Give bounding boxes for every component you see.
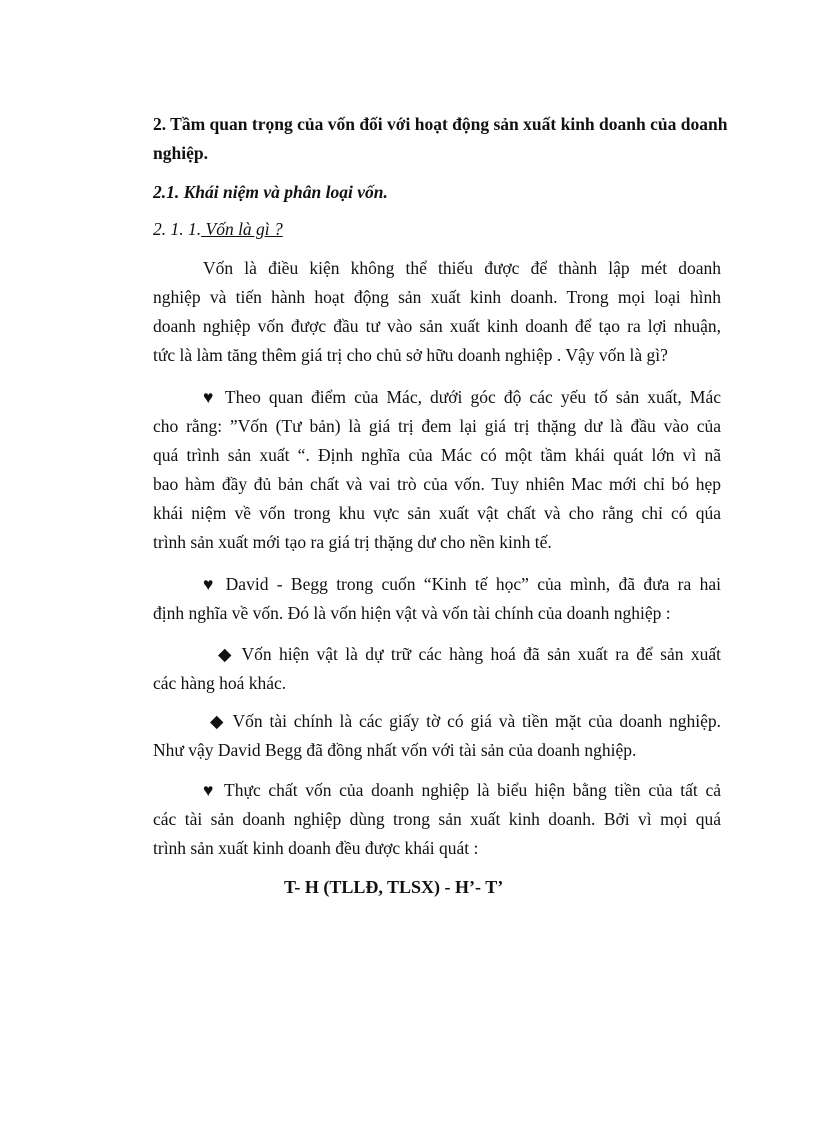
paragraph-5-line-1: ◆ Vốn tài chính là các giấy tờ có giá và tiền mặt của doanh nghiệp. bbox=[210, 711, 721, 731]
section-heading-line-1: 2. Tầm quan trọng của vốn đối với hoạt động sản xuất kinh doanh của doanh bbox=[153, 114, 728, 134]
paragraph-2-line-1: ♥ Theo quan điểm của Mác, dưới góc độ các yếu tố sản xuất, Mác bbox=[203, 387, 721, 407]
paragraph-2-line-4: bao hàm đầy đủ bản chất và vai trò của vốn. Tuy nhiên Mac mới chỉ bó hẹp bbox=[153, 474, 721, 494]
paragraph-1-line-1: Vốn là điều kiện không thể thiếu được để thành lập mét doanh bbox=[203, 258, 721, 278]
paragraph-3-line-2: định nghĩa về vốn. Đó là vốn hiện vật và vốn tài chính của doanh nghiệp : bbox=[153, 603, 671, 623]
subsection-heading: 2.1. Khái niệm và phân loại vốn. bbox=[153, 182, 388, 202]
paragraph-1-line-4: tức là làm tăng thêm giá trị cho chủ sở hữu doanh nghiệp . Vậy vốn là gì? bbox=[153, 345, 668, 365]
paragraph-5-line-2: Như vậy David Begg đã đồng nhất vốn với tài sản của doanh nghiệp. bbox=[153, 740, 637, 760]
section-heading-line-2: nghiệp. bbox=[153, 143, 208, 163]
paragraph-4-line-1: ◆ Vốn hiện vật là dự trữ các hàng hoá đã sản xuất ra để sản xuất bbox=[218, 644, 721, 664]
paragraph-2-line-5: khái niệm về vốn trong khu vực sản xuất vật chất và cho rằng chỉ có qúa bbox=[153, 503, 721, 523]
paragraph-3-line-1: ♥ David - Begg trong cuốn “Kinh tế học” của mình, đã đưa ra hai bbox=[203, 574, 721, 594]
paragraph-2-line-6: trình sản xuất mới tạo ra giá trị thặng dư cho nền kinh tế. bbox=[153, 532, 552, 552]
sub-subsection-title: Vốn là gì ? bbox=[201, 219, 283, 239]
paragraph-1-line-3: doanh nghiệp vốn được đầu tư vào sản xuất kinh doanh để tạo ra lợi nhuận, bbox=[153, 316, 721, 336]
paragraph-2-line-3: quá trình sản xuất “. Định nghĩa của Mác có một tầm khái quát lớn vì nã bbox=[153, 445, 721, 465]
paragraph-4-line-2: các hàng hoá khác. bbox=[153, 673, 287, 693]
sub-subsection-heading bbox=[153, 215, 721, 244]
paragraph-6-line-2: các tài sản doanh nghiệp dùng trong sản xuất kinh doanh. Bởi vì mọi quá bbox=[153, 809, 721, 829]
paragraph-2-line-2: cho rằng: ”Vốn (Tư bản) là giá trị đem lại giá trị thặng dư là đầu vào của bbox=[153, 416, 721, 436]
sub-subsection-number: 2. 1. 1. bbox=[153, 219, 202, 239]
paragraph-6-line-3: trình sản xuất kinh doanh đều được khái quát : bbox=[153, 838, 479, 858]
capital-circulation-formula: T- H (TLLĐ, TLSX) - H’- T’ bbox=[284, 877, 504, 897]
paragraph-1-line-2: nghiệp và tiến hành hoạt động sản xuất kinh doanh. Trong mọi loại hình bbox=[153, 287, 721, 307]
paragraph-6-line-1: ♥ Thực chất vốn của doanh nghiệp là biểu hiện bằng tiền của tất cả bbox=[203, 780, 721, 800]
